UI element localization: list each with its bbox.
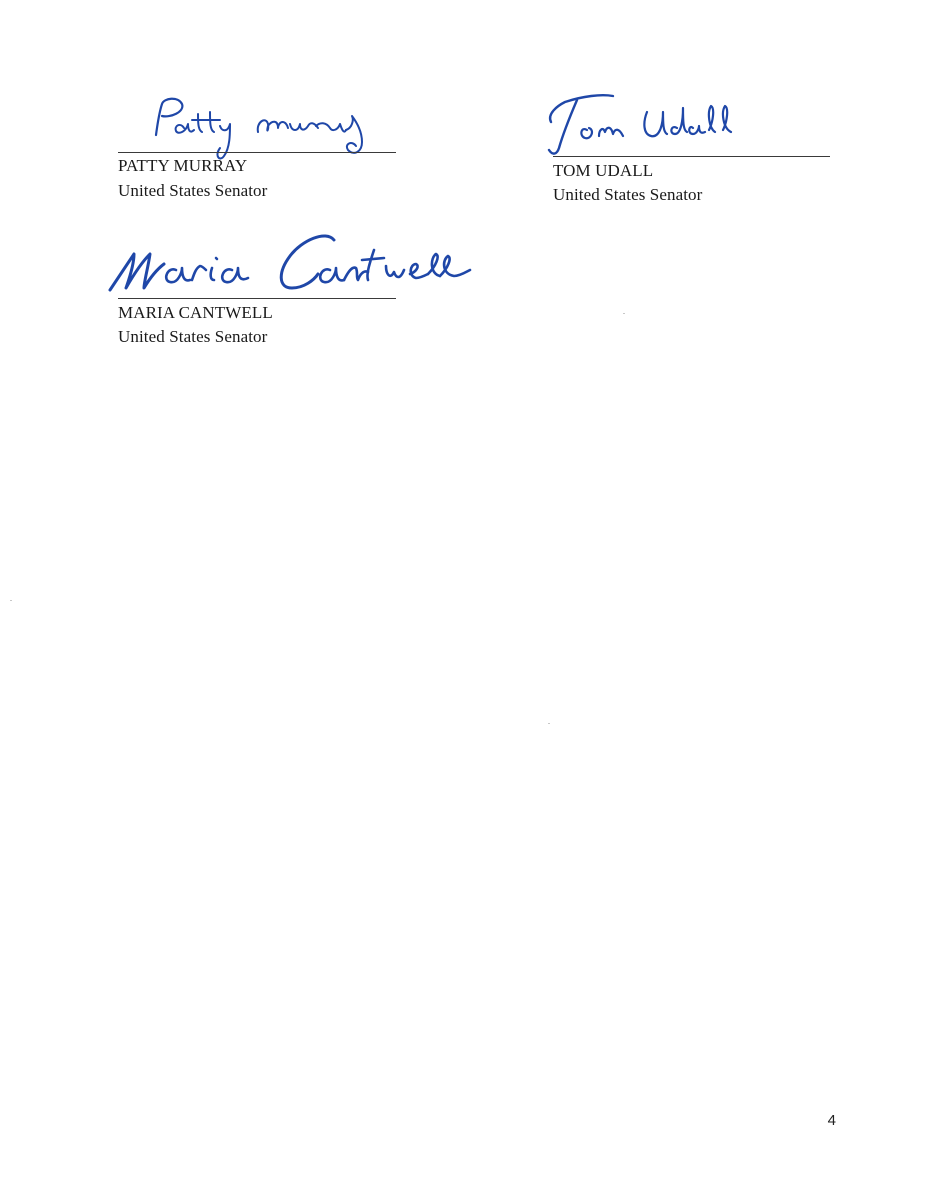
signature-line <box>118 152 396 153</box>
signatory-name: TOM UDALL <box>553 161 654 180</box>
signatory-title: United States Senator <box>553 185 703 204</box>
scan-speck <box>623 313 625 314</box>
signatory-name: PATTY MURRAY <box>118 156 248 175</box>
scan-speck <box>10 600 12 601</box>
signature-block-patty-murray <box>118 90 408 210</box>
signatory-name: MARIA CANTWELL <box>118 303 273 322</box>
signature-line <box>553 156 830 157</box>
handwritten-signature-maria-cantwell <box>104 226 474 306</box>
handwritten-signature-tom-udall <box>543 86 763 161</box>
signature-block-tom-udall <box>553 86 843 216</box>
signatory-title: United States Senator <box>118 181 268 200</box>
page-number: 4 <box>827 1112 836 1129</box>
scan-speck <box>548 723 550 724</box>
signature-block-maria-cantwell <box>118 226 498 351</box>
signatory-title: United States Senator <box>118 327 268 346</box>
signature-line <box>118 298 396 299</box>
